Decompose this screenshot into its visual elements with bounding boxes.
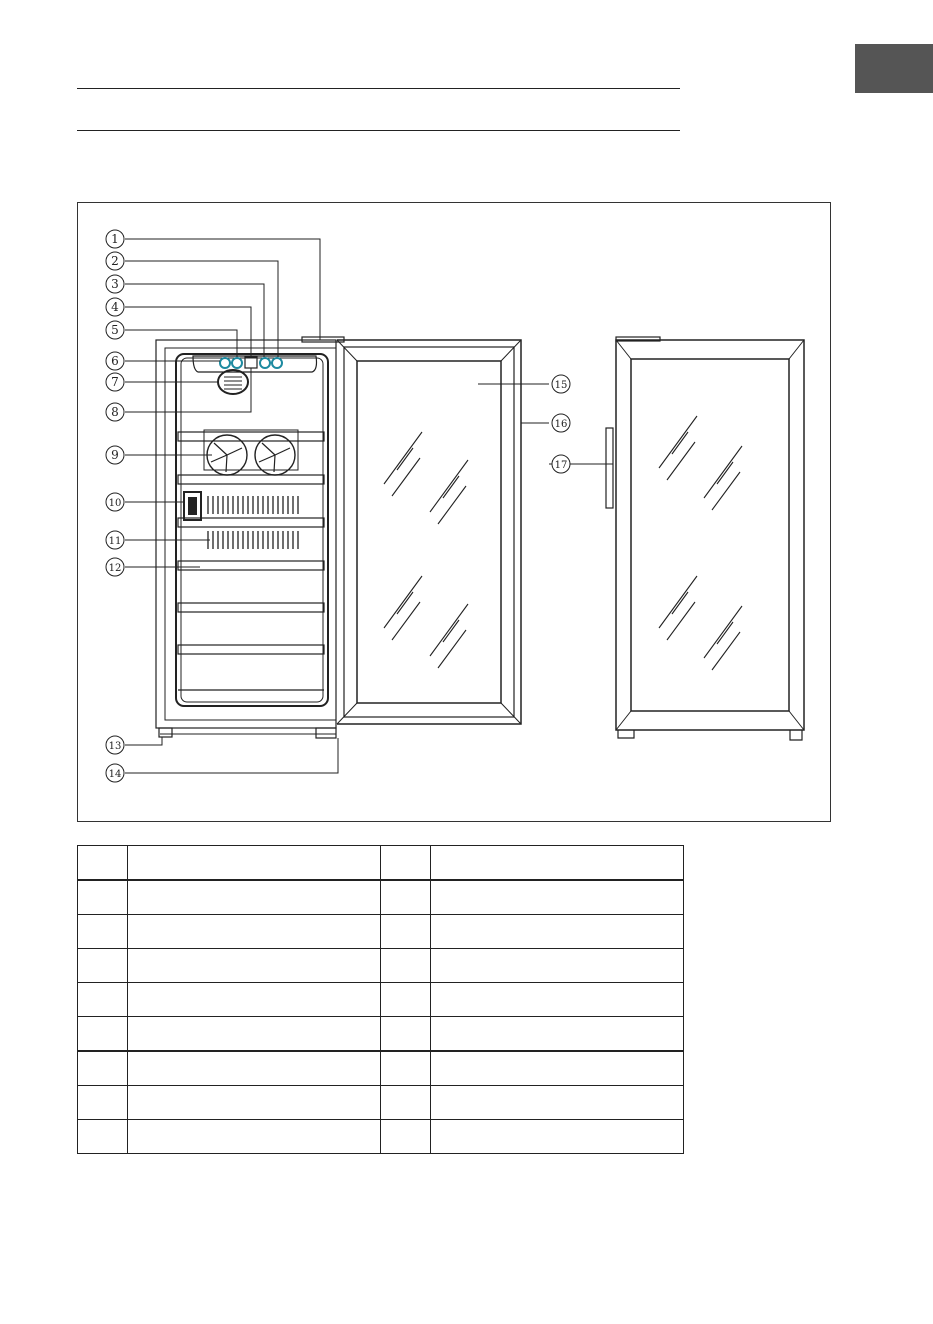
shelf-5 [178,603,324,612]
table-cell [431,880,684,915]
callout-label-17: 17 [554,460,568,471]
callout-label-6: 6 [111,354,119,368]
callout-label-5: 5 [111,323,119,337]
door-frame [344,347,514,717]
appliance-diagram-frame [77,202,831,822]
control-button-3-icon [260,358,270,368]
table-cell [78,1017,128,1052]
table-cell [78,915,128,949]
callout-label-13: 13 [108,741,122,752]
table-cell [78,1051,128,1086]
callout-leaders [125,239,613,773]
table-cell [431,1051,684,1086]
callout-label-1: 1 [111,232,119,246]
table-cell [78,1120,128,1154]
table-cell [128,983,381,1017]
cabinet-liner-inner [181,358,323,702]
table-cell [78,880,128,915]
control-button-4-icon [272,358,282,368]
closed-glass-reflections [659,416,742,670]
table-cell [128,1120,381,1154]
table-cell [128,1017,381,1052]
table-cell [381,1017,431,1052]
table-cell [128,915,381,949]
table-row [78,983,684,1017]
header-cell [78,846,128,881]
door-outer [337,340,521,724]
table-cell [431,1120,684,1154]
table-cell [431,949,684,983]
table-cell [381,915,431,949]
door-glass [357,361,501,703]
table-cell [128,949,381,983]
foot-left [159,728,172,737]
door-handle [606,428,613,508]
table-cell [78,1086,128,1120]
table-row [78,949,684,983]
table-cell [431,1086,684,1120]
callout-label-9: 9 [111,448,119,462]
callout-label-4: 4 [111,300,119,314]
cabinet-outer [156,340,336,728]
table-cell [381,1120,431,1154]
shelf-2 [178,475,324,484]
table-cell [381,983,431,1017]
fan-housing [204,430,298,470]
foot-right [316,728,336,738]
table-cell [128,1086,381,1120]
table-cell [431,1017,684,1052]
table-cell [381,1051,431,1086]
closed-cabinet-outer [616,340,804,730]
table-cell [381,880,431,915]
header-cell [431,846,684,881]
cabinet-liner [176,354,328,706]
evaporator-fins [208,496,298,549]
callout-label-3: 3 [111,277,119,291]
shelf-6 [178,645,324,654]
table-cell [78,983,128,1017]
callout-label-11: 11 [108,536,122,547]
header-cell [381,846,431,881]
table-row [78,1051,684,1086]
callout-label-16: 16 [554,419,568,430]
table-row [78,915,684,949]
table-cell [78,949,128,983]
table-row [78,1017,684,1052]
table-row [78,1086,684,1120]
callout-label-14: 14 [108,769,122,780]
callout-label-7: 7 [111,375,119,389]
shelf-4 [178,561,324,570]
table-cell [381,949,431,983]
control-button-1-icon [220,358,230,368]
callout-label-10: 10 [108,498,122,509]
display-window [245,357,257,368]
callout-label-15: 15 [554,380,568,391]
header-cell [128,846,381,881]
table-cell [431,983,684,1017]
door-glass-reflections [384,432,468,668]
parts-table [77,845,684,1154]
table-row [78,880,684,915]
callout-label-8: 8 [111,405,119,419]
closed-door-glass [631,359,789,711]
callout-label-12: 12 [108,563,122,574]
table-cell [381,1086,431,1120]
table-row [78,1120,684,1154]
parts-table-header [78,846,684,881]
table-cell [431,915,684,949]
shelf-1 [178,432,324,441]
callout-label-2: 2 [111,254,119,268]
interior-light [218,370,248,394]
control-button-2-icon [232,358,242,368]
table-cell [128,880,381,915]
table-cell [128,1051,381,1086]
